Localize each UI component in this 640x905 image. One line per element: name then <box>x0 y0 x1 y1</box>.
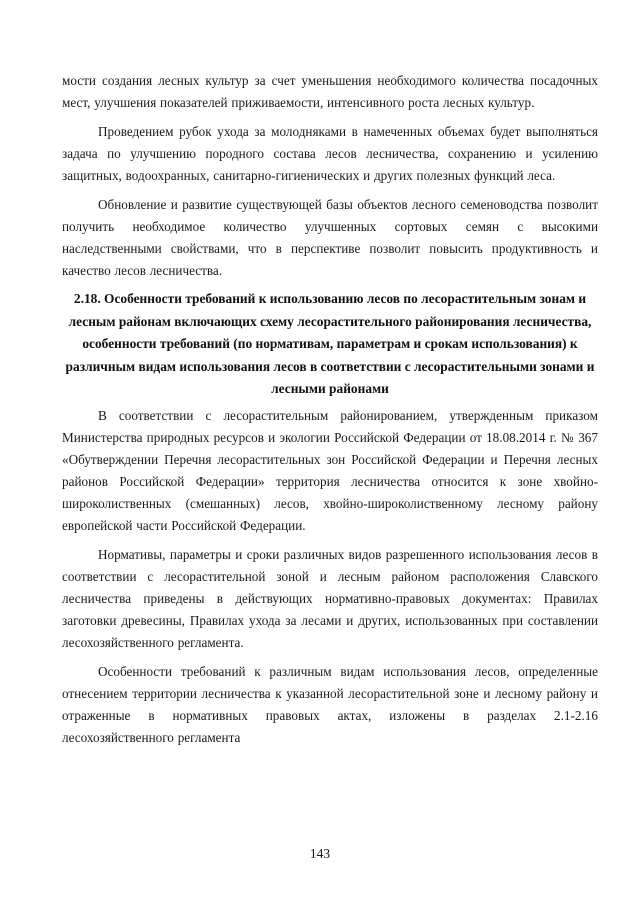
paragraph-thinning: Проведением рубок ухода за молодняками в намеченных объемах будет выполняться задача по улучшению породного состава лесов лесничества, сохранению и усилению защитных, водоохранных, санитарно-гигиенических и других полезных функций леса. <box>62 124 598 183</box>
paragraph-norms: Нормативы, параметры и сроки различных видов разрешенного использования лесов в соответствии с лесорастительной зоной и лесным районом расположения Славского лесничества приведены в действующих нормативно-правовых документах: Правилах заготовки древесины, Правилах ухода за лесами и других, использованных при составлении лесохозяйственного регламента. <box>62 546 598 650</box>
paragraph-continuation: мости создания лесных культур за счет уменьшения необходимого количества посадочных мест, улучшения показателей приживаемости, интенсивного роста лесных культур. <box>62 73 598 110</box>
section-heading-2-18: 2.18. Особенности требований к использованию лесов по лесорастительным зонам и лесным районам включающих схему лесорастительного районирования лесничества, особенности требований (по нормативам, параметрам и срокам использования) к различным видам использования лесов в соответствии с лесорастительными зонами и лесными районами <box>65 291 595 396</box>
paragraph-zoning: В соответствии с лесорастительным районированием, утвержденным приказом Министерства природных ресурсов и экологии Российской Федерации от 18.08.2014 г. № 367 «Обутверждении Перечня лесорастительных зон Российской Федерации и Перечня лесных районов Российской Федерации» территория лесничества относится к зоне хвойно-широколиственных (смешанных) лесов, хвойно-широколиственному лесному району европейской части Российской Федерации. <box>62 407 598 533</box>
paragraph-requirements: Особенности требований к различным видам использования лесов, определенные отнесением территории лесничества к указанной лесорастительной зоне и лесному району и отраженные в нормативных правовых актах, изложены в разделах 2.1-2.16 лесохозяйственного регламента <box>62 663 598 745</box>
page-number: 143 <box>309 846 331 861</box>
paragraph-seed-base: Обновление и развитие существующей базы объектов лесного семеноводства позволит получить необходимое количество улучшенных сортовых семян с высокими наследственными свойствами, что в перспективе позволит повысить продуктивность и качество лесов лесничества. <box>62 197 598 278</box>
document-body <box>62 70 598 749</box>
